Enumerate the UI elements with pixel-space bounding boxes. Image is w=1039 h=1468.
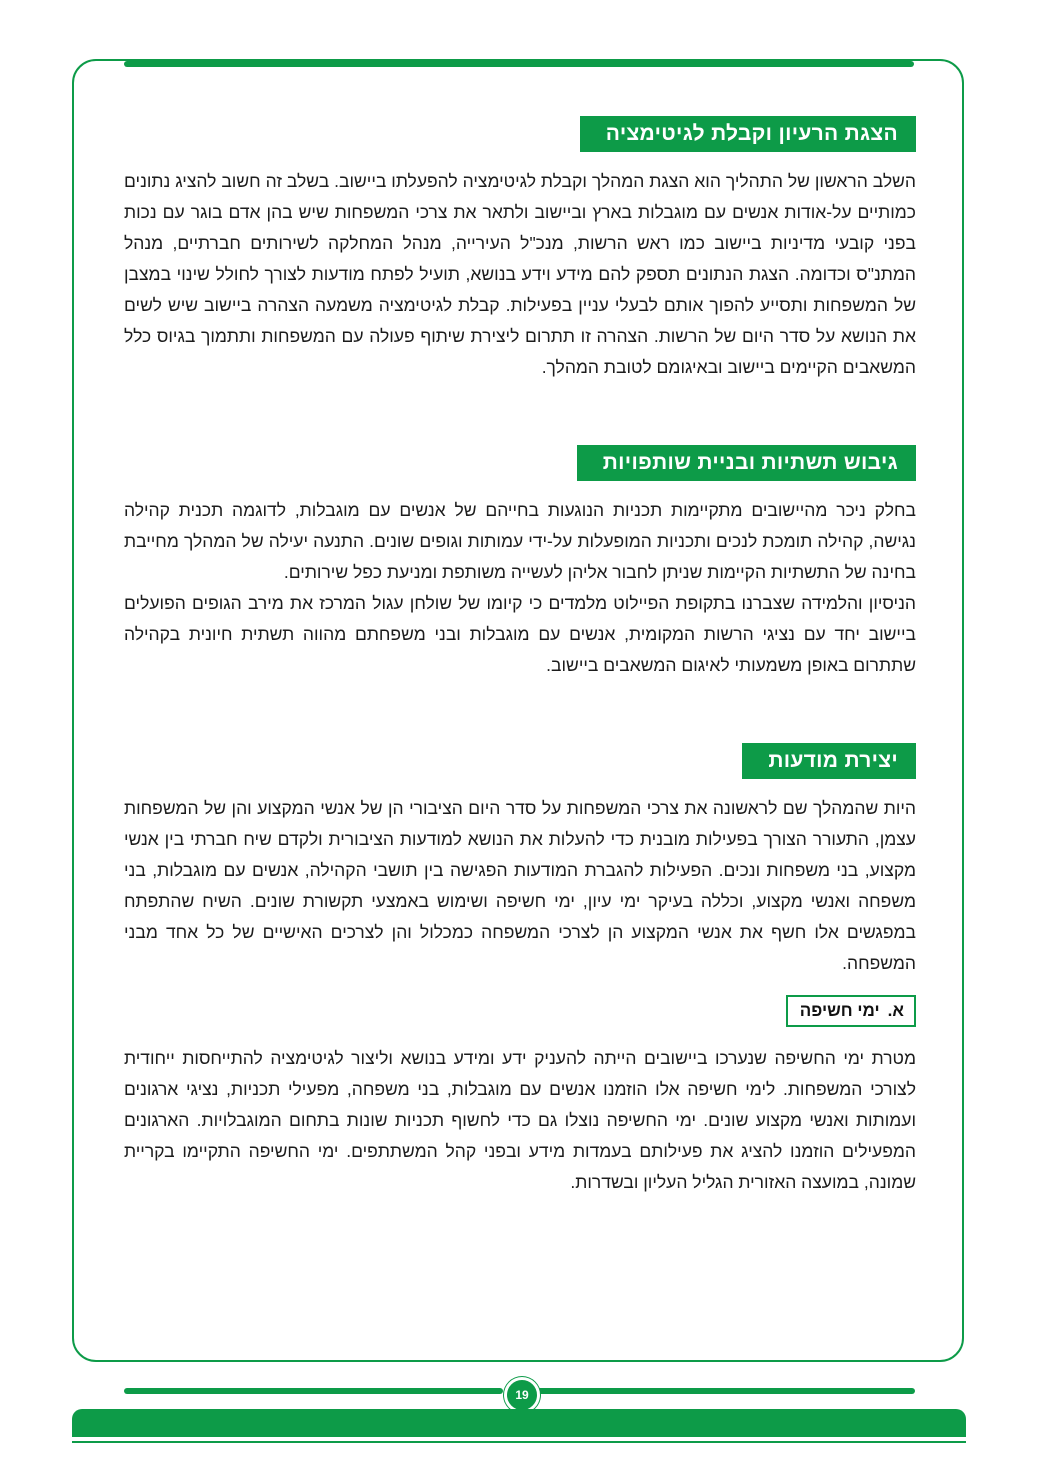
section-paragraph: השלב הראשון של התהליך הוא הצגת המהלך וקבלת לגיטימציה להפעלתו ביישוב. בשלב זה חשוב להציג נתונים כמותיים על-אודות אנשים עם מוגבלות בארץ וביישוב ולתאר את צרכי המשפחות שיש בהן אדם בוגר עם נכות בפני קובעי מדיניות ביישוב כמו ראש הרשות, מנכ"ל העירייה, מנהל המחלקה לשירותים חברתיים, מנהל המתנ"ס וכדומה. הצגת הנתונים תספק להם מידע וידע בנושא, תועיל לפתח מודעות לצורך לחולל שינוי במצבן של המשפחות ותסייע להפוך אותם לבעלי עניין בפעילות. קבלת לגיטימציה משמעה הצהרה ביישוב שיש לשים את הנושא על סדר היום של הרשות. הצהרה זו תתרום ליצירת שיתוף פעולה עם המשפחות ותתמוך בגיוס כלל המשאבים הקיימים ביישוב ובאיגומם לטובת המהלך. (124, 171, 916, 377)
subsection-header (124, 995, 916, 1029)
page-content (124, 116, 916, 1198)
footer-bar (72, 1409, 966, 1437)
section-title: יצירת מודעות (742, 743, 916, 779)
section-paragraph: היות שהמהלך שם לראשונה את צרכי המשפחות על סדר היום הציבורי הן של אנשי המקצוע והן של המשפחות עצמן, התעורר הצורך בפעילות מובנית כדי להעלות את הנושא למודעות הציבורית ולקדם שיח חברתי בין אנשי מקצוע, בני משפחות ונכים. הפעילות להגברת המודעות הפגישה בין תושבי הקהילה, אנשים עם מוגבלות, בני משפחה ואנשי מקצוע, וכללה בעיקר ימי עיון, ימי חשיפה ושימוש באמצעי תקשורת שונים. השיח שהתפתח במפגשים אלו חשף את אנשי המקצוע הן לצרכי המשפחה כמכלול והן לצרכים האישיים של כל אחד מבני המשפחה. (124, 798, 916, 973)
footer-line (72, 1441, 966, 1443)
bottom-divider-left (124, 1388, 503, 1394)
top-divider (124, 61, 914, 67)
section-header (124, 743, 916, 779)
section-paragraph: בחלק ניכר מהיישובים מתקיימות תכניות הנוגעות בחייהם של אנשים עם מוגבלות, לדוגמה תכנית קהילה נגישה, קהילה תומכת לנכים ותכניות המופעלות על-ידי עמותות וגופים שונים. התנעה יעילה של המהלך מחייבת בחינה של התשתיות הקיימות שניתן לחבור אליהן לעשייה משותפת ומניעת כפל שירותים. (124, 500, 916, 582)
subsection-title: ימי חשיפה (799, 1001, 880, 1020)
section-header (124, 445, 916, 481)
subsection-paragraph: מטרת ימי החשיפה שנערכו ביישובים הייתה להעניק ידע ומידע בנושא וליצור לגיטימציה להתייחסות ייחודית לצורכי המשפחות. לימי חשיפה אלו הוזמנו אנשים עם מוגבלות, בני משפחה, מפעילי תכניות, נציגי ארגונים ועמותות ואנשי מקצוע שונים. ימי החשיפה נוצלו גם כדי לחשוף תכניות שונות בתחום המוגבלויות. הארגונים המפעילים הוזמנו להציג את פעילותם בעמדות מידע ובפני קהל המשתתפים. ימי החשיפה התקיימו בקריית שמונה, במועצה האזורית הגליל העליון ובשדרות. (124, 1048, 916, 1192)
section-paragraph: הניסיון והלמידה שצברנו בתקופת הפיילוט מלמדים כי קיומו של שולחן עגול המרכז את מירב הגופים הפועלים ביישוב יחד עם נציגי הרשות המקומית, אנשים עם מוגבלות ובני משפחתם מהווה תשתית חיונית בקהילה שתתרום באופן משמעותי לאיגום המשאבים ביישוב. (124, 593, 916, 675)
page-number: 19 (504, 1377, 540, 1413)
section-title: הצגת הרעיון וקבלת לגיטימציה (580, 116, 916, 152)
section-header (124, 116, 916, 152)
subsection-title-box (786, 995, 916, 1027)
subsection-letter: א. (887, 1001, 904, 1020)
section-title: גיבוש תשתיות ובניית שותפויות (577, 445, 916, 481)
bottom-divider-right (537, 1388, 915, 1394)
